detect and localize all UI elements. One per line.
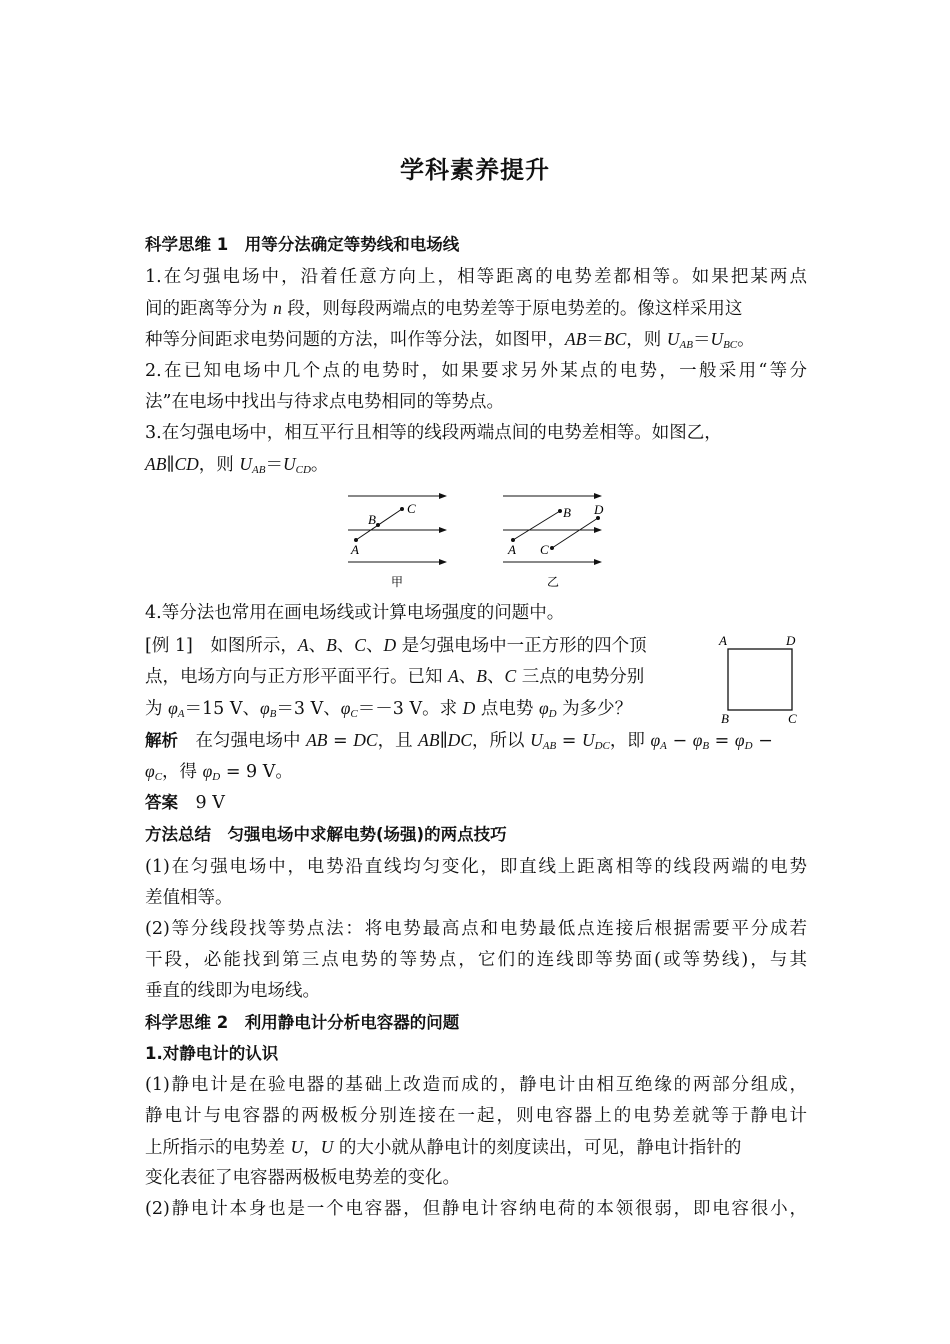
label-c: C	[540, 542, 549, 557]
method1-line1: (1)在匀强电场中，电势沿直线均匀变化，即直线上距离相等的线段两端的电势	[145, 857, 807, 877]
square-label-a: A	[719, 633, 727, 648]
figure-equipotential	[330, 486, 620, 594]
method-heading: 方法总结 匀强电场中求解电势(场强)的两点技巧	[145, 825, 507, 844]
label-d: D	[594, 502, 604, 517]
analysis-line2: $\varphi_C$，得 $\varphi_D = 9$ V。	[145, 761, 293, 783]
square-label-d: D	[786, 633, 796, 648]
caption-jia: 甲	[391, 575, 404, 589]
para3-line2: AB∥CD，则 $U_{AB}=U_{CD}$。	[145, 454, 329, 476]
segment-cd	[552, 518, 598, 548]
figure-square	[716, 632, 806, 728]
answer-line: 答案 9 V	[145, 793, 225, 813]
method2-line2: 干段，必能找到第三点电势的等势点，它们的连线即等势面(或等势线)，与其	[145, 950, 807, 970]
s2-para2-line1: (2)静电计本身也是一个电容器，但静电计容纳电荷的本领很弱，即电容很小，	[145, 1199, 807, 1219]
para1-line2: 间的距离等分为 n 段，则每段两端点的电势差等于原电势差的。像这样采用这	[145, 298, 743, 319]
label-b: B	[563, 505, 571, 520]
square-label-b: B	[721, 711, 729, 726]
answer-label: 答案	[145, 793, 178, 812]
square	[728, 649, 792, 710]
section2-heading: 科学思维 2 利用静电计分析电容器的问题	[145, 1013, 460, 1032]
method1-line2: 差值相等。	[145, 888, 233, 908]
analysis-line1: 解析 在匀强电场中 AB = DC，且 AB∥DC，所以 $U_{AB} = U_{DC}$，即 $\varphi_A - \varphi_B = \varphi_D$ −	[145, 730, 773, 752]
method2-line3: 垂直的线即为电场线。	[145, 981, 320, 1001]
example1-line3: 为 $\varphi_A=15$ V、$\varphi_B=3$ V、$\varphi_C=-3$ V。求 D 点电势 $\varphi_D$ 为多少？	[145, 698, 633, 720]
para4: 4.等分法也常用在画电场线或计算电场强度的问题中。	[145, 603, 565, 623]
label-c: C	[407, 501, 416, 516]
para2-line2: 法”在电场中找出与待求点电势相同的等势点。	[145, 392, 504, 412]
s2-para1-line2: 静电计与电容器的两极板分别连接在一起，则电容器上的电势差就等于静电计	[145, 1106, 807, 1126]
figure-yi	[503, 496, 604, 589]
s2-para1-line4: 变化表征了电容器两极板电势差的变化。	[145, 1168, 460, 1188]
figure-jia	[348, 496, 446, 589]
caption-yi: 乙	[547, 575, 560, 589]
method2-line1: (2)等分线段找等势点法：将电势最高点和电势最低点连接后根据需要平分成若	[145, 919, 807, 939]
para1-line3: 种等分间距求电势问题的方法，叫作等分法，如图甲，AB＝BC，则 $U_{AB}=U_{BC}$。	[145, 329, 755, 351]
point-b	[376, 523, 380, 527]
section1-heading: 科学思维 1 用等分法确定等势线和电场线	[145, 235, 460, 254]
para2-line1: 2.在已知电场中几个点的电势时，如果要求另外某点的电势，一般采用“等分	[145, 361, 807, 381]
section2-subheading: 1.对静电计的认识	[145, 1044, 279, 1063]
point-c	[400, 507, 404, 511]
point-b	[558, 509, 562, 513]
square-label-c: C	[788, 711, 797, 726]
example1-line1: [例 1] 如图所示，A、B、C、D 是匀强电场中一正方形的四个顶	[145, 635, 647, 656]
para3-line1: 3.在匀强电场中，相互平行且相等的线段两端点间的电势差相等。如图乙，	[145, 423, 722, 443]
segment-ab	[513, 511, 560, 540]
label-b: B	[368, 512, 376, 527]
s2-para1-line1: (1)静电计是在验电器的基础上改造而成的，静电计由相互绝缘的两部分组成，	[145, 1075, 807, 1095]
point-c	[550, 546, 554, 550]
para1-line1: 1.在匀强电场中，沿着任意方向上，相等距离的电势差都相等。如果把某两点	[145, 267, 807, 287]
analysis-label: 解析	[145, 731, 178, 750]
label-a: A	[508, 542, 516, 557]
page-title: 学科素养提升	[400, 156, 550, 184]
s2-para1-line3: 上所指示的电势差 U，U 的大小就从静电计的刻度读出，可见，静电计指针的	[145, 1137, 742, 1158]
example1-line2: 点，电场方向与正方形平面平行。已知 A、B、C 三点的电势分别	[145, 666, 645, 687]
label-a: A	[351, 542, 359, 557]
